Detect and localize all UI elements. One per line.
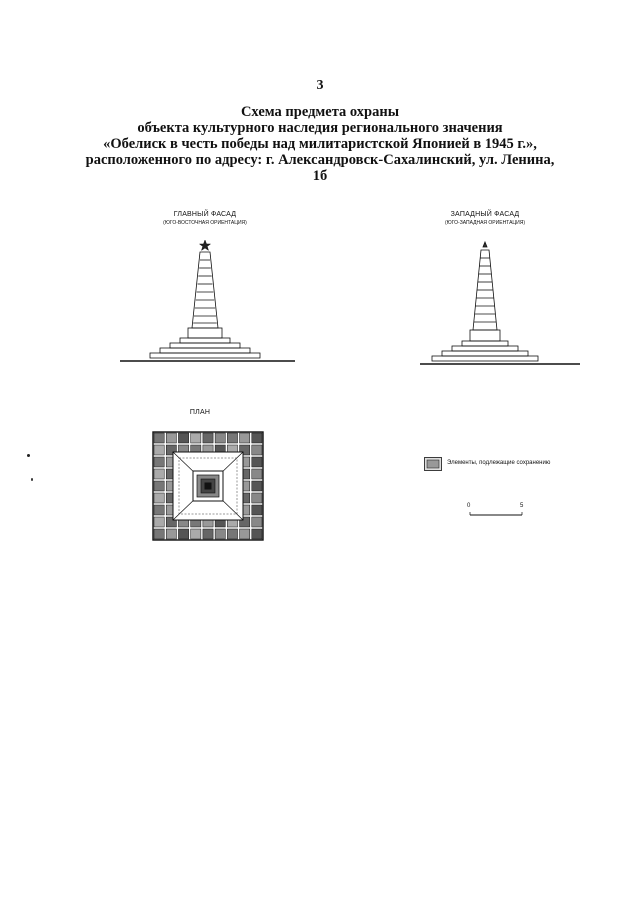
plan-paving-tile: [227, 529, 237, 539]
plan-paving-tile: [154, 481, 164, 491]
plan-paving-tile: [154, 469, 164, 479]
plan-paving-tile: [227, 433, 237, 443]
legend-swatch: [424, 457, 442, 471]
page-number: 3: [316, 78, 324, 93]
plan-title: ПЛАН: [189, 409, 211, 416]
plan-paving-tile: [252, 445, 262, 455]
plan-paving-tile: [252, 481, 262, 491]
plan-paving-tile: [252, 517, 262, 527]
title-line-2: объекта культурного наследия регионального значения: [137, 120, 503, 136]
plan-paving-tile: [178, 529, 188, 539]
plan-paving-tile: [240, 433, 250, 443]
plan-paving-tile: [154, 493, 164, 503]
plan-paving-tile: [154, 505, 164, 515]
west-facade-drawing: [400, 230, 580, 375]
title-line-1: Схема предмета охраны: [240, 104, 400, 120]
west-facade-title: ЗАПАДНЫЙ ФАСАД: [450, 211, 520, 218]
plan-paving-tile: [154, 529, 164, 539]
plan-paving-tile: [215, 529, 225, 539]
title-line-4: расположенного по адресу: г. Александровск-Сахалинский, ул. Ленина,: [85, 152, 555, 168]
document-title: [60, 104, 580, 184]
plan-paving-tile: [166, 529, 176, 539]
plan-paving-tile: [191, 529, 201, 539]
plan-paving-tile: [154, 433, 164, 443]
plan-paving-tile: [154, 445, 164, 455]
scale-end: 5: [520, 503, 524, 509]
plan-paving-tile: [252, 433, 262, 443]
scan-speck: [31, 478, 33, 481]
plan-paving-tile: [240, 529, 250, 539]
legend-label: Элементы, подлежащие сохранению: [447, 460, 551, 466]
plan-paving-tile: [154, 457, 164, 467]
plan-paving-tile: [203, 529, 213, 539]
west-facade-subtitle: (ЮГО-ЗАПАДНАЯ ОРИЕНТАЦИЯ): [445, 220, 525, 226]
plan-paving-tile: [252, 469, 262, 479]
plan-paving-tile: [203, 433, 213, 443]
plan-paving-tile: [252, 505, 262, 515]
plan-paving-tile: [252, 457, 262, 467]
plan-paving-tile: [252, 529, 262, 539]
main-facade-drawing: [120, 230, 300, 370]
title-line-3: «Обелиск в честь победы над милитаристской Японией в 1945 г.»,: [103, 136, 537, 152]
main-facade-subtitle: (ЮГО-ВОСТОЧНАЯ ОРИЕНТАЦИЯ): [163, 220, 247, 226]
plan-paving-tile: [166, 433, 176, 443]
plan-paving-tile: [215, 433, 225, 443]
title-line-5: 1б: [312, 168, 328, 184]
main-facade-title: ГЛАВНЫЙ ФАСАД: [173, 211, 237, 218]
scale-start: 0: [467, 503, 471, 509]
plan-drawing: [153, 432, 263, 540]
plan-paving-tile: [154, 517, 164, 527]
plan-paving-tile: [252, 493, 262, 503]
plan-paving-tile: [191, 433, 201, 443]
plan-paving-tile: [178, 433, 188, 443]
scan-speck: [27, 454, 30, 457]
